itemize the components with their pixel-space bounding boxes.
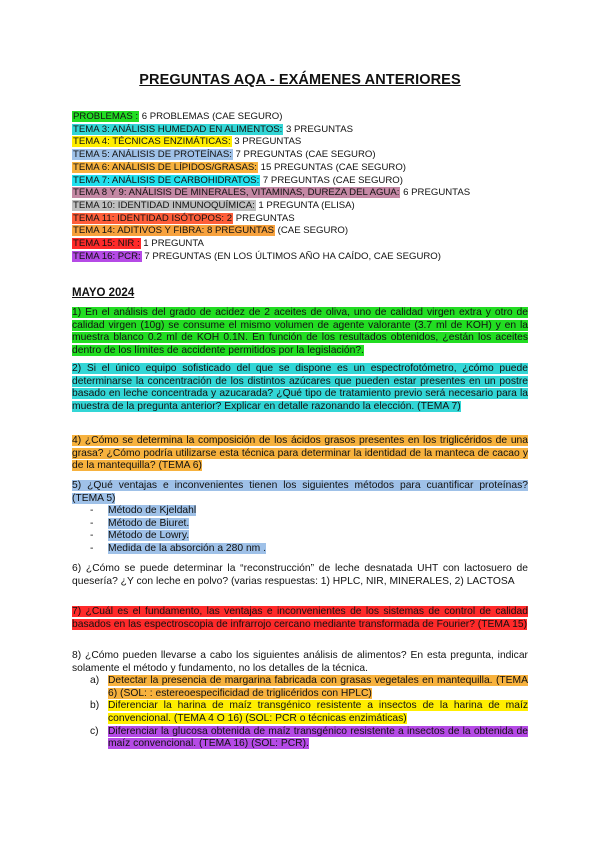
list-item: - Método de Lowry.	[72, 530, 528, 543]
question-text: 4) ¿Cómo se determina la composición de los ácidos grasos presentes en los triglicéridos de una grasa? ¿Cómo podría utilizarse esta técnica para determinar la identidad de la manteca de cacao y de la mantequilla? (TEMA 6)	[72, 435, 528, 472]
topic-highlight: TEMA 6: ANÁLISIS DE LÍPIDOS/GRASAS:	[73, 161, 257, 173]
list-item: c) Diferenciar la glucosa obtenida de maíz transgénico resistente a insectos de la obtenida de maíz convencional. (TEMA 16) (SOL: PCR).	[90, 725, 528, 750]
topic-detail: 7 PREGUNTAS (EN LOS ÚLTIMOS AÑO HA CAÍDO, CAE SEGURO)	[141, 250, 441, 262]
list-item: - Método de Kjeldahl	[72, 505, 528, 518]
topic-item	[72, 149, 528, 162]
topic-item	[72, 124, 528, 137]
topic-highlight: TEMA 7: ANÁLISIS DE CARBOHIDRATOS:	[73, 174, 260, 186]
topic-item	[72, 225, 528, 238]
topic-highlight: TEMA 3: ANÁLISIS HUMEDAD EN ALIMENTOS:	[73, 123, 283, 135]
question-text: 1) En el análisis del grado de acidez de 2 aceites de oliva, uno de calidad virgen extra y otro de calidad virgen (10g) se consume el mismo volumen de agente valorante (3.7 ml de KOH) y en la muestra blanco 0.2 ml de KOH 0.1N. En función de los resultados obtenidos, ¿están los aceites dentro de los límites de accidente permitidos por la legislación?.	[72, 307, 528, 356]
question-5	[72, 480, 528, 556]
topic-highlight: TEMA 16: PCR:	[73, 250, 141, 262]
topic-detail: 6 PROBLEMAS (CAE SEGURO)	[139, 111, 283, 122]
topic-detail: 1 PREGUNTA	[140, 238, 204, 250]
topic-detail: 7 PREGUNTAS (CAE SEGURO)	[260, 174, 403, 186]
topic-item	[72, 200, 528, 213]
topic-item	[72, 162, 528, 175]
question-text: 6) ¿Cómo se puede determinar la “reconstrucción” de leche desnatada UHT con lactosuero de quesería? ¿Y con leche en polvo? (varias respuestas: 1) HPLC, NIR, MINERALES, 2) LACTOSA	[72, 563, 528, 587]
topic-highlight: TEMA 14: ADITIVOS Y FIBRA: 8 PREGUNTAS	[73, 225, 274, 237]
topic-highlight: TEMA 5: ANÁLISIS DE PROTEÍNAS:	[73, 149, 232, 161]
question-text: 5) ¿Qué ventajas e inconvenientes tienen los siguientes métodos para cuantificar proteínas? (TEMA 5)	[72, 480, 528, 504]
method-list	[72, 505, 528, 555]
topic-highlight: TEMA 11: IDENTIDAD ISÓTOPOS: 2	[73, 212, 233, 224]
section-heading: MAYO 2024	[72, 287, 135, 299]
question-1	[72, 307, 528, 357]
question-6	[72, 563, 528, 588]
list-item: - Método de Biuret.	[72, 518, 528, 531]
topic-detail: 3 PREGUNTAS	[283, 123, 354, 135]
question-text: 2) Si el único equipo sofisticado del que se dispone es un espectrofotómetro, ¿cómo puede determinarse la concentración de los distintos azúcares que pueden estar presentes en un postre basado en leche concentrada y azucarada? ¿Qué tipo de tratamiento previo será necesario para la muestra de la pregunta anterior? Explicar en detalle razonando la elección. (TEMA 7)	[72, 363, 528, 412]
topic-item	[72, 187, 528, 200]
topic-item	[72, 136, 528, 149]
question-2	[72, 363, 528, 413]
topic-item	[72, 238, 528, 251]
topic-detail: PREGUNTAS	[233, 212, 295, 224]
page-title: PREGUNTAS AQA - EXÁMENES ANTERIORES	[139, 72, 461, 88]
question-4	[72, 435, 528, 473]
sub-question-list	[72, 675, 528, 751]
topic-item	[72, 111, 528, 124]
topic-highlight: TEMA 15: NIR :	[73, 238, 140, 250]
question-7	[72, 606, 528, 631]
list-item: - Medida de la absorción a 280 nm .	[72, 543, 528, 556]
list-item: b) Diferenciar la harina de maíz transgénico resistente a insectos de la harina de maíz convencional. (TEMA 4 O 16) (SOL: PCR o técnicas enzimáticas)	[90, 700, 528, 724]
topic-highlight: TEMA 10: IDENTIDAD INMUNOQUÍMICA:	[73, 199, 255, 211]
list-item: a) Detectar la presencia de margarina fabricada con grasas vegetales en mantequilla. (TEMA 6) (SOL: : estereoespecificidad de triglicéridos con HPLC)	[90, 675, 528, 699]
topic-highlight: TEMA 8 Y 9: ANÁLISIS DE MINERALES, VITAMINAS, DUREZA DEL AGUA:	[73, 187, 400, 199]
topic-item	[72, 251, 528, 264]
question-text: 7) ¿Cuál es el fundamento, las ventajas e inconvenientes de los sistemas de control de calidad basados en las espectroscopia de infrarrojo cercano mediante transformada de Fourier? (TEMA 15)	[72, 606, 528, 630]
topic-list	[72, 111, 528, 263]
topic-item	[72, 213, 528, 226]
topic-detail: 1 PREGUNTA (ELISA)	[255, 199, 355, 211]
topic-detail: 7 PREGUNTAS (CAE SEGURO)	[232, 149, 376, 161]
question-8	[72, 650, 528, 751]
question-text: 8) ¿Cómo pueden llevarse a cabo los siguientes análisis de alimentos? En esta pregunta, indicar solamente el método y fundamento, no los detalles de la técnica.	[72, 650, 528, 674]
topic-detail: 3 PREGUNTAS	[231, 136, 302, 148]
topic-item	[72, 175, 528, 188]
topic-detail: 6 PREGUNTAS	[400, 187, 471, 199]
topic-detail: 15 PREGUNTAS (CAE SEGURO)	[257, 161, 406, 173]
topic-detail: (CAE SEGURO)	[275, 225, 349, 237]
topic-highlight: PROBLEMAS :	[73, 111, 139, 122]
topic-highlight: TEMA 4: TÉCNICAS ENZIMÁTICAS:	[73, 136, 231, 148]
